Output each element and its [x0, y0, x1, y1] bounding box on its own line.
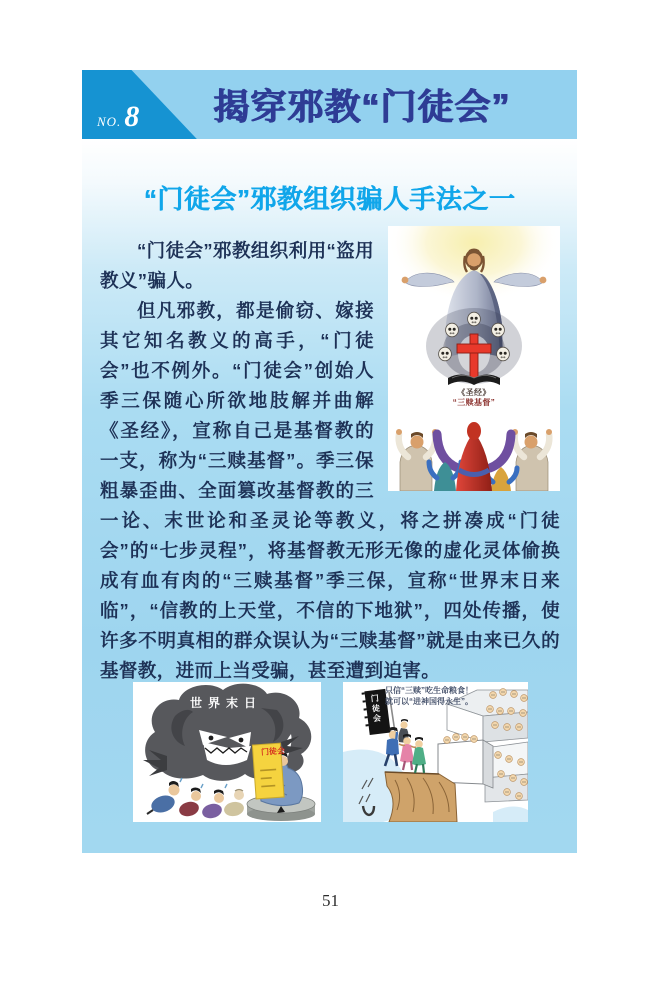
cult-christ-illustration [388, 226, 560, 491]
cult-christ-illustration-art [388, 226, 560, 491]
cliff-speech-line2: 就可以“进神国得永生”。 [385, 697, 473, 706]
illustration-caption [388, 388, 560, 408]
cliff-speech-text [385, 685, 519, 707]
doomsday-cartoon [133, 682, 321, 822]
page-number: 51 [322, 891, 339, 910]
doomsday-cloud-text: 世界末日 [189, 696, 262, 710]
content-block [82, 139, 577, 853]
page-title: 揭穿邪教“门徒会” [213, 86, 511, 127]
header-banner [82, 70, 577, 139]
paragraph-2: 但凡邪教，都是偷窃、嫁接其它知名教义的高手，“门徒会”也不例外。“门徒会”创始人季三保随心所欲地肢解并曲解《圣经》，宣称自己是基督教的一支，称为“三赎基督”。季三保粗暴歪曲、全面篡改基督教的三一论、末世论和圣灵论等教义，将之拼凑成“门徒会”的“七步灵程”，将基督教无形无像的虚化灵体偷换成有血有肉的“三赎基督”季三保，宣称“世界末日来临”，“信教的上天堂，不信的下地狱”，四处传播，使许多不明真相的群众误认为“三赎基督”就是由来已久的基督教，进而上当受骗，甚至遭到迫害。 [100, 300, 560, 681]
cult-flag-text: 门徒会 [369, 693, 383, 725]
illustration-caption-line2: “三赎基督” [452, 398, 496, 407]
article-subtitle: “门徒会”邪教组织骗人手法之一 [143, 184, 516, 214]
cult-sign-text: 门徒会 [260, 746, 286, 757]
chapter-number-value: 8 [124, 100, 140, 133]
chapter-number [97, 100, 139, 134]
illustration-caption-line1: 《圣经》 [457, 388, 491, 397]
cliff-cartoon [343, 682, 528, 822]
article-body [82, 236, 577, 686]
paragraph-1: “门徒会”邪教组织利用“盗用教义”骗人。 [100, 240, 374, 291]
cliff-speech-line1: 只信“三赎”吃生命粮食！ [385, 686, 473, 695]
chapter-number-label: NO. [97, 114, 122, 129]
